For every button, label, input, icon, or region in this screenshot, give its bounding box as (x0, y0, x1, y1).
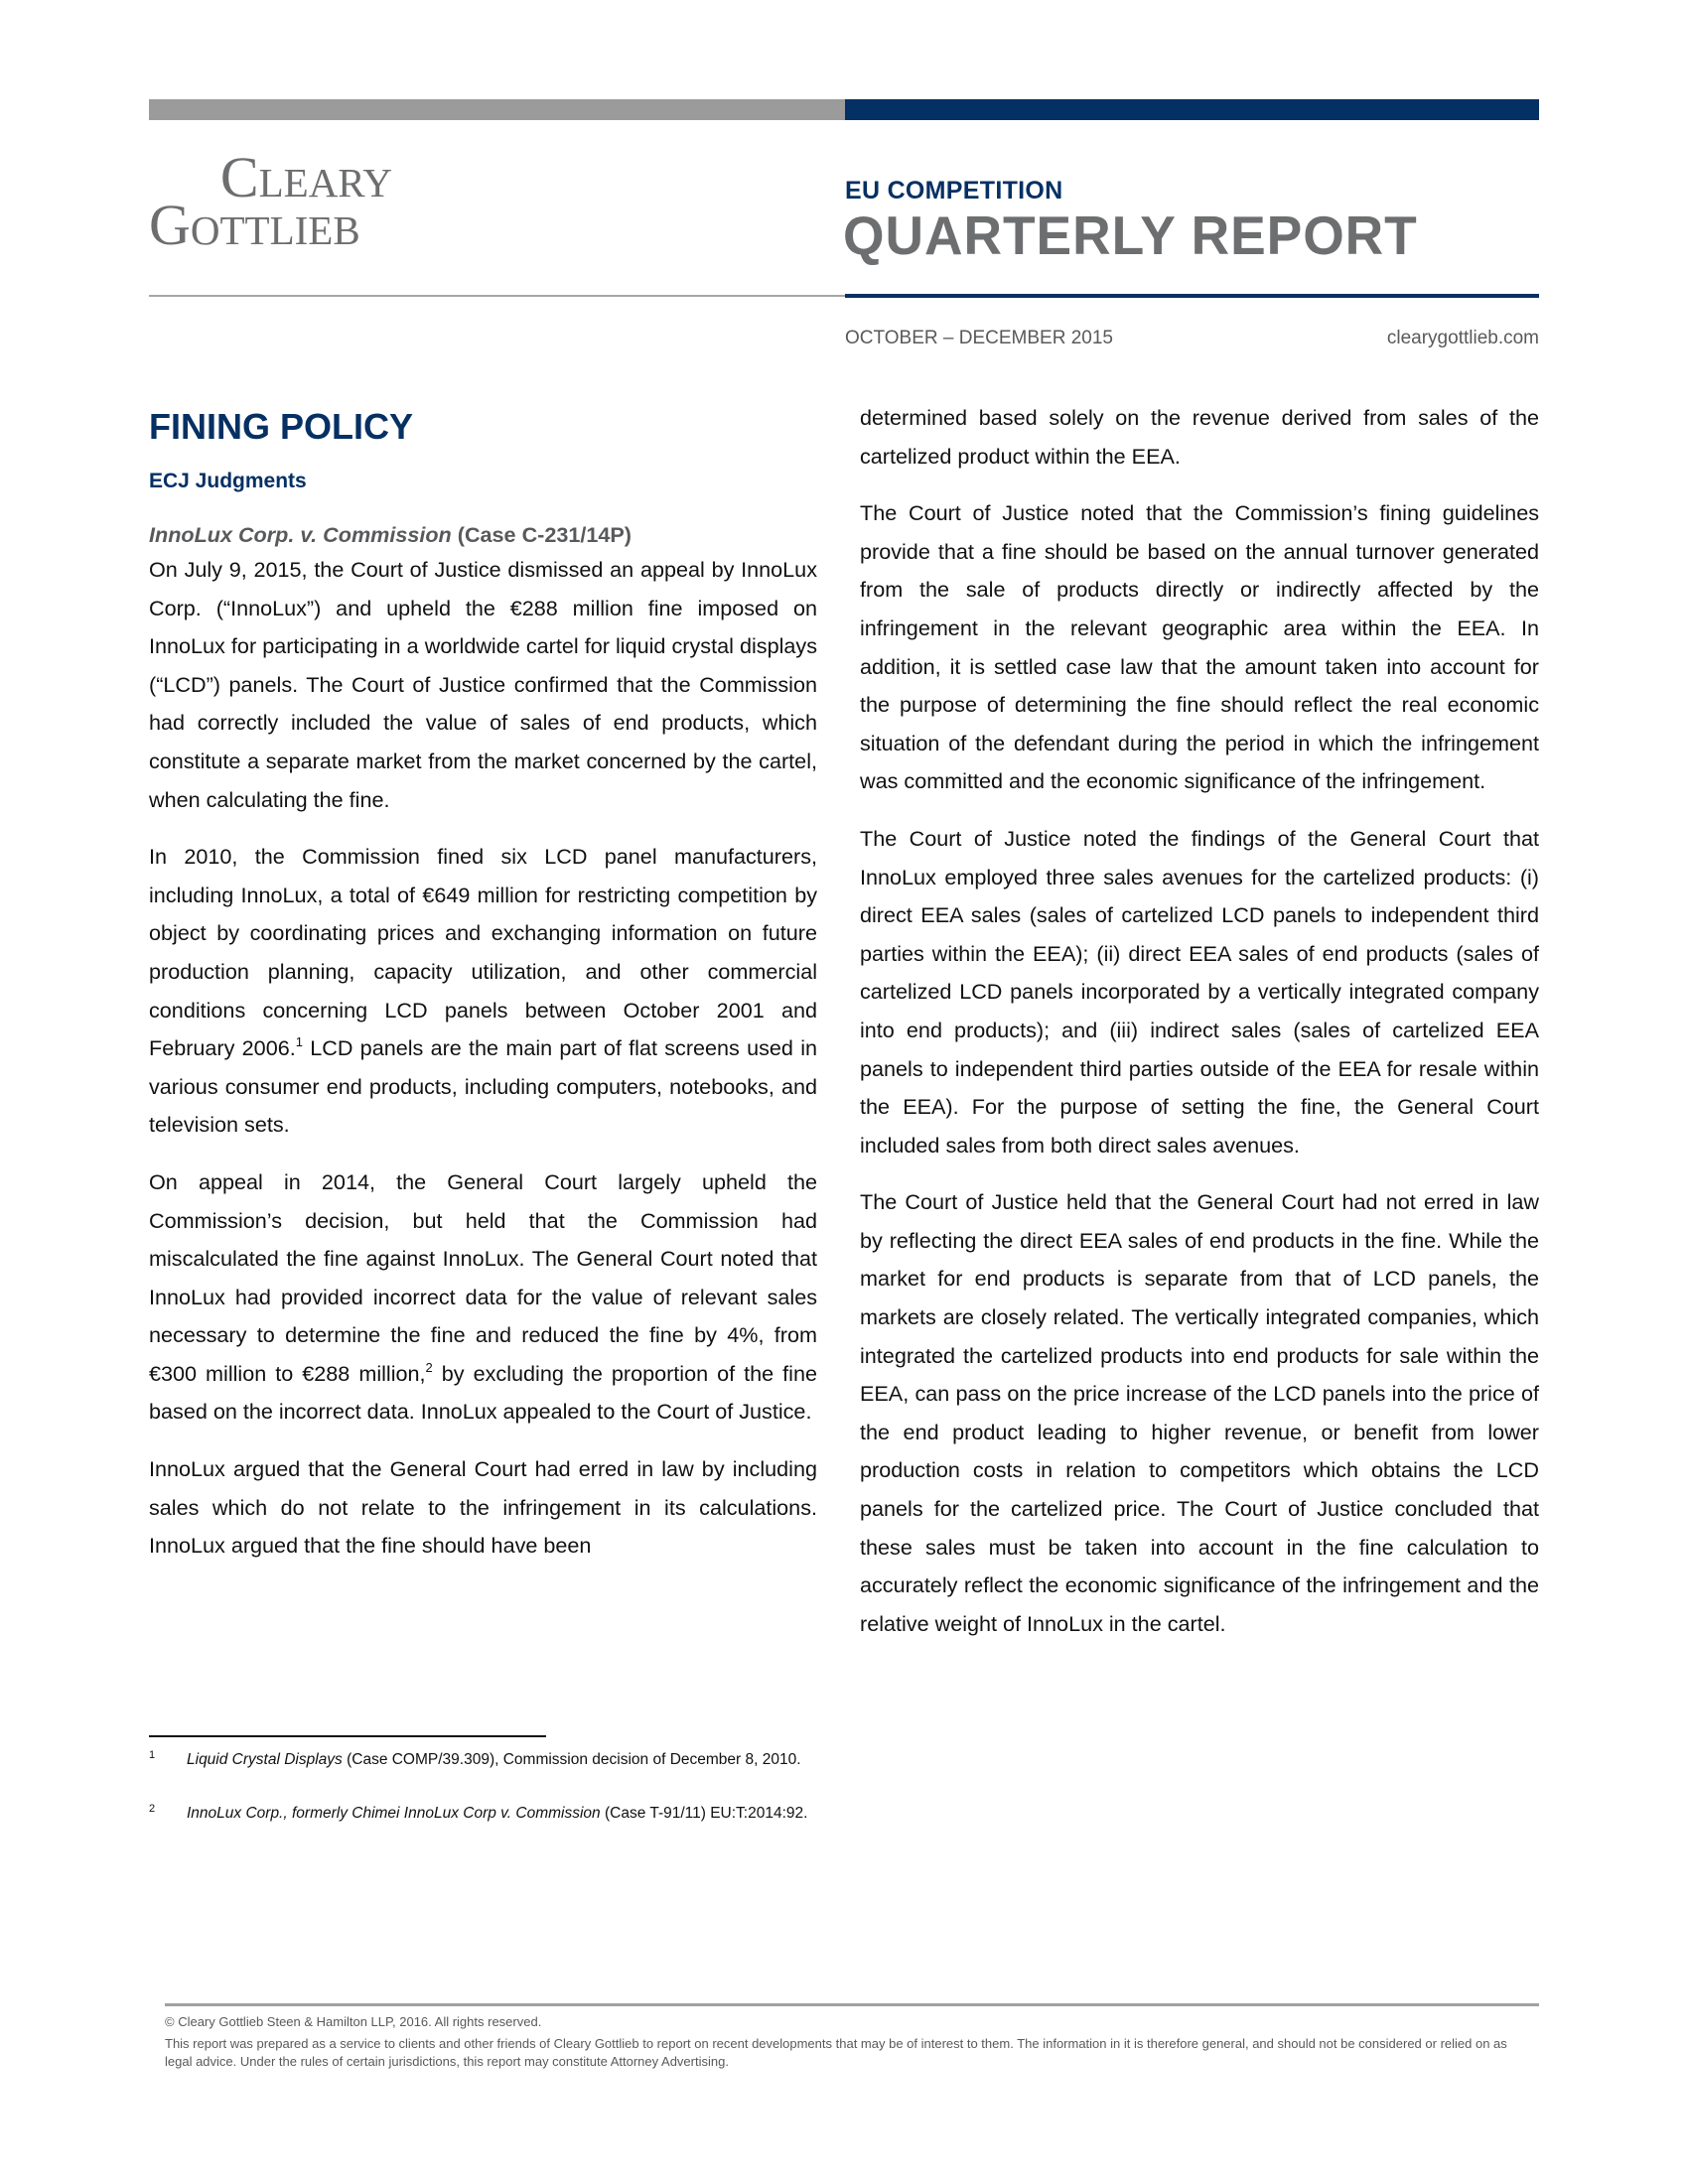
header-rule-gray (149, 295, 845, 297)
paragraph: On July 9, 2015, the Court of Justice dismissed an appeal by InnoLux Corp. (“InnoLux”) and upheld the €288 million fine imposed on InnoLux for participating in a worldwide cartel for liquid crystal displays (“LCD”) panels. The Court of Justice confirmed that the Commission had correctly included the value of sales of end products, which constitute a separate market from the market concerned by the cartel, when calculating the fine. (149, 557, 817, 812)
paragraph-text: LCD panels are the main part of flat screens used in various consumer end products, including computers, notebooks, and television sets. (149, 1035, 817, 1138)
section-subtitle: ECJ Judgments (149, 470, 307, 492)
header-bar-gray (149, 99, 845, 120)
paragraph (149, 838, 817, 1145)
footer-rule (165, 2003, 1539, 2006)
paragraph: The Court of Justice noted that the Commission’s fining guidelines provide that a fine should be based on the annual turnover generated from the sale of products directly or indirectly affected by the infringement in the relevant geographic area within the EEA. In addition, it is settled case law that the amount taken into account for the purpose of determining the fine should reflect the real economic situation of the defendant during the period in which the infringement was committed and the economic significance of the infringement. (860, 500, 1539, 794)
logo-line-2: Gottlieb (149, 193, 360, 257)
paragraph: InnoLux argued that the General Court had erred in law by including sales which do not relate to the infringement in its calculations. InnoLux argued that the fine should have been (149, 1456, 817, 1559)
paragraph: determined based solely on the revenue derived from sales of the cartelized product within the EEA. (860, 405, 1539, 469)
logo-line-1: Cleary (219, 145, 392, 209)
footnote-text (187, 1749, 817, 1770)
footnote-detail: (Case T-91/11) EU:T:2014:92. (600, 1805, 808, 1822)
footnote-number: 1 (149, 1749, 156, 1761)
paragraph (149, 1163, 817, 1432)
report-series: EU COMPETITION (845, 177, 1063, 205)
footnote-number: 2 (149, 1803, 156, 1815)
footnote-text (187, 1803, 817, 1824)
footer-disclaimer: This report was prepared as a service to clients and other friends of Cleary Gottlieb to report on recent developments that may be of interest to them. The information in it is therefore general, and should not be considered or relied on as legal advice. Under the rules of certain jurisdictions, this report may constitute Attorney Advertising. (165, 2036, 1507, 2069)
footnote-separator (149, 1735, 546, 1737)
section-title: FINING POLICY (149, 406, 414, 447)
right-column (860, 399, 1539, 1662)
footnote-ref-2[interactable]: 2 (425, 1359, 433, 1375)
header-bar-navy (845, 99, 1539, 120)
report-period: OCTOBER – DECEMBER 2015 (845, 328, 1113, 348)
paragraph-text: by excluding the proportion of the fine based on the incorrect data. InnoLux appealed to the Court of Justice. (149, 1360, 817, 1425)
footnote-detail: (Case COMP/39.309), Commission decision of December 8, 2010. (342, 1751, 801, 1768)
paragraph: The Court of Justice noted the findings of the General Court that InnoLux employed three sales avenues for the cartelized products: (i) direct EEA sales (sales of cartelized LCD panels to independent third parties within the EEA); (ii) direct EEA sales of end products (sales of cartelized LCD panels incorporated by a vertically integrated company into end products); and (iii) indirect sales (sales of cartelized EEA panels to independent third parties outside of the EEA for resale within the EEA). For the purpose of setting the fine, the General Court included sales from both direct sales avenues. (860, 825, 1539, 1158)
footer-copyright: © Cleary Gottlieb Steen & Hamilton LLP, 2016. All rights reserved. (165, 2014, 542, 2029)
report-title: QUARTERLY REPORT (843, 205, 1418, 266)
footnote-case-name: Liquid Crystal Displays (187, 1751, 343, 1768)
paragraph-text: In 2010, the Commission fined six LCD panel manufacturers, including InnoLux, a total of €649 million for restricting competition by object by coordinating prices and exchanging information on future production planning, capacity utilization, and other commercial conditions concerning LCD panels between October 2001 and February 2006. (149, 844, 817, 1061)
paragraph-text: On appeal in 2014, the General Court largely upheld the Commission’s decision, but held that the Commission had miscalculated the fine against InnoLux. The General Court noted that InnoLux had provided incorrect data for the value of relevant sales necessary to determine the fine and reduced the fine by 4%, from €300 million to €288 million, (149, 1168, 817, 1386)
footnote-1 (149, 1749, 817, 1770)
case-name: InnoLux Corp. v. Commission (149, 522, 452, 547)
website-link[interactable]: clearygottlieb.com (1386, 328, 1539, 348)
paragraph: The Court of Justice held that the General Court had not erred in law by reflecting the direct EEA sales of end products in the fine. While the market for end products is separate from that of LCD panels, the markets are closely related. The vertically integrated companies, which integrated the cartelized products into end products for sale within the EEA, can pass on the price increase of the LCD panels into the price of the end product leading to higher revenue, or benefit from lower production costs in relation to competitors which obtains the LCD panels for the cartelized price. The Court of Justice concluded that these sales must be taken into account in the fine calculation to accurately reflect the economic significance of the infringement and the relative weight of InnoLux in the cartel. (860, 1189, 1539, 1636)
footnote-ref-1[interactable]: 1 (295, 1034, 303, 1050)
header-rule-navy (845, 294, 1539, 298)
case-title (149, 519, 817, 551)
footnote-case-name: InnoLux Corp., formerly Chimei InnoLux Corp v. Commission (187, 1805, 601, 1822)
footnote-2 (149, 1803, 817, 1824)
cleary-gottlieb-logo (149, 145, 392, 257)
case-reference: (Case C-231/14P) (457, 522, 632, 547)
left-column (149, 397, 817, 1566)
